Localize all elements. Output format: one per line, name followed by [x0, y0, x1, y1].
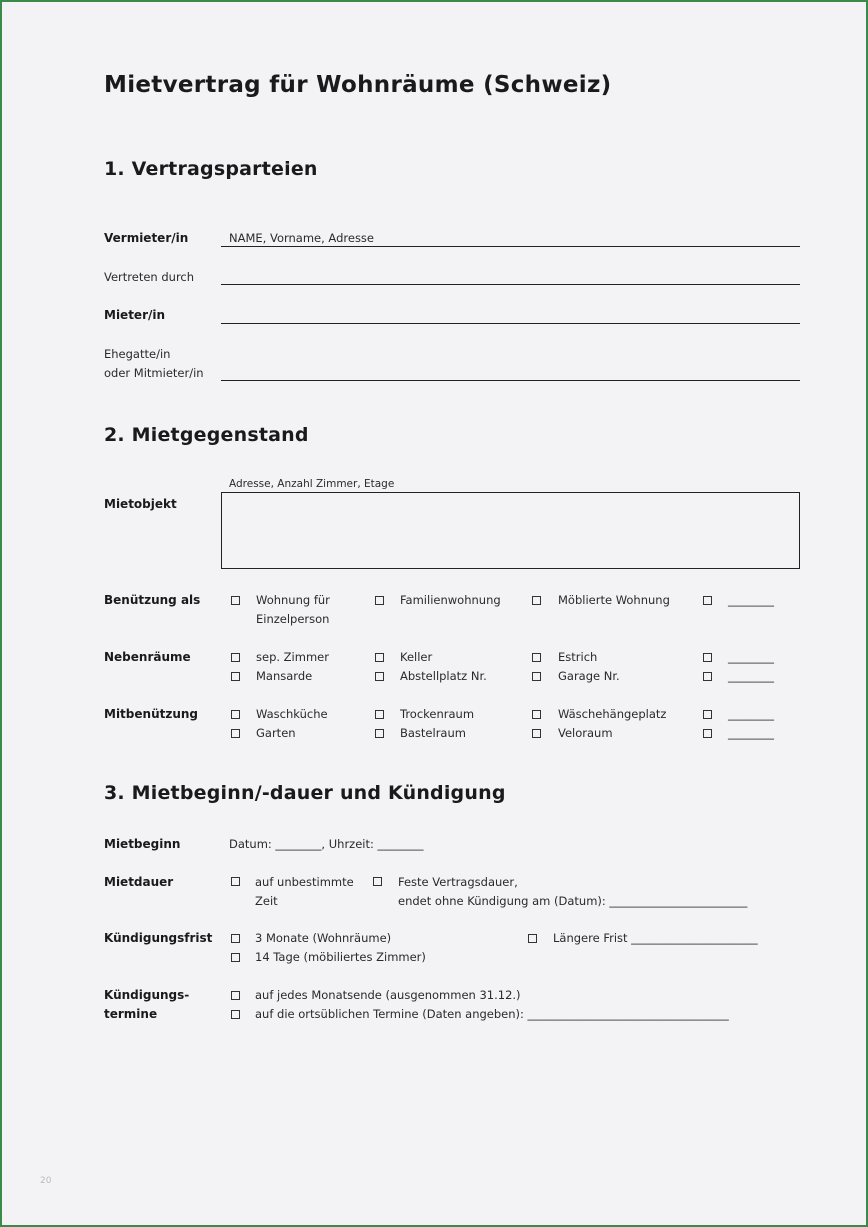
checkbox-mitbenutzung-other-1[interactable] — [703, 710, 712, 719]
option-feste-vertragsdauer-line2[interactable]: endet ohne Kündigung am (Datum): ________________________ — [398, 894, 748, 908]
section-3-heading: 3. Mietbeginn/-dauer und Kündigung — [104, 782, 506, 804]
mitbenutzung-label: Mitbenützung — [104, 707, 199, 721]
option-unbestimmte-zeit-line2: Zeit — [255, 894, 278, 908]
nebenraume-label: Nebenräume — [104, 650, 191, 664]
mietbeginn-field[interactable]: Datum: ________, Uhrzeit: ________ — [229, 837, 424, 851]
mietobjekt-field[interactable] — [221, 492, 800, 569]
option-3-monate: 3 Monate (Wohnräume) — [255, 931, 392, 945]
checkbox-familienwohnung[interactable] — [375, 596, 384, 605]
option-waschkueche: Waschküche — [256, 707, 328, 721]
checkbox-keller[interactable] — [375, 653, 384, 662]
option-nebenraum-other-1[interactable]: ________ — [728, 650, 774, 664]
mieter-field[interactable] — [221, 323, 800, 324]
option-garage: Garage Nr. — [558, 669, 620, 683]
vermieter-line — [221, 246, 800, 247]
vermieter-field[interactable]: NAME, Vorname, Adresse — [229, 231, 375, 245]
checkbox-abstellplatz[interactable] — [375, 672, 384, 681]
checkbox-benutzung-other[interactable] — [703, 596, 712, 605]
option-estrich: Estrich — [558, 650, 598, 664]
option-trockenraum: Trockenraum — [400, 707, 475, 721]
option-bastelraum: Bastelraum — [400, 726, 466, 740]
option-waeschehaengeplatz: Wäschehängeplatz — [558, 707, 667, 721]
vermieter-label: Vermieter/in — [104, 231, 189, 245]
option-laengere-frist[interactable]: Längere Frist ______________________ — [553, 931, 758, 945]
mietobjekt-label: Mietobjekt — [104, 497, 177, 511]
kuendigungstermine-label-1: Kündigungs- — [104, 988, 190, 1002]
option-mitbenutzung-other-2[interactable]: ________ — [728, 726, 774, 740]
checkbox-laengere-frist[interactable] — [528, 934, 537, 943]
kuendigungsfrist-label: Kündigungsfrist — [104, 931, 213, 945]
checkbox-unbestimmte-zeit[interactable] — [231, 877, 240, 886]
checkbox-veloraum[interactable] — [532, 729, 541, 738]
kuendigungstermine-label-2: termine — [104, 1007, 158, 1021]
checkbox-bastelraum[interactable] — [375, 729, 384, 738]
ehegatte-label-1: Ehegatte/in — [104, 347, 171, 361]
option-einzelperson-line1: Wohnung für — [256, 593, 330, 607]
benutzung-label: Benützung als — [104, 593, 201, 607]
checkbox-3-monate[interactable] — [231, 934, 240, 943]
checkbox-feste-vertragsdauer[interactable] — [373, 877, 382, 886]
option-14-tage: 14 Tage (möbiliertes Zimmer) — [255, 950, 426, 964]
option-ortsuebliche-termine[interactable]: auf die ortsüblichen Termine (Daten angeben): ___________________________________ — [255, 1007, 729, 1021]
checkbox-nebenraum-other-2[interactable] — [703, 672, 712, 681]
document-title: Mietvertrag für Wohnräume (Schweiz) — [104, 72, 612, 98]
option-mitbenutzung-other-1[interactable]: ________ — [728, 707, 774, 721]
mietdauer-label: Mietdauer — [104, 875, 174, 889]
checkbox-mansarde[interactable] — [231, 672, 240, 681]
option-benutzung-other[interactable]: ________ — [728, 593, 774, 607]
checkbox-moeblierte-wohnung[interactable] — [532, 596, 541, 605]
checkbox-14-tage[interactable] — [231, 953, 240, 962]
option-sep-zimmer: sep. Zimmer — [256, 650, 329, 664]
option-veloraum: Veloraum — [558, 726, 613, 740]
vertreten-label: Vertreten durch — [104, 270, 195, 284]
option-abstellplatz: Abstellplatz Nr. — [400, 669, 487, 683]
checkbox-trockenraum[interactable] — [375, 710, 384, 719]
checkbox-ortsuebliche-termine[interactable] — [231, 1010, 240, 1019]
option-garten: Garten — [256, 726, 296, 740]
option-mansarde: Mansarde — [256, 669, 313, 683]
checkbox-mitbenutzung-other-2[interactable] — [703, 729, 712, 738]
checkbox-garage[interactable] — [532, 672, 541, 681]
option-moeblierte-wohnung: Möblierte Wohnung — [558, 593, 670, 607]
ehegatte-label-2: oder Mitmieter/in — [104, 366, 204, 380]
ehegatte-field[interactable] — [221, 380, 800, 381]
checkbox-estrich[interactable] — [532, 653, 541, 662]
option-feste-vertragsdauer-line1: Feste Vertragsdauer, — [398, 875, 518, 889]
option-familienwohnung: Familienwohnung — [400, 593, 501, 607]
checkbox-sep-zimmer[interactable] — [231, 653, 240, 662]
page-number: 20 — [40, 1176, 52, 1186]
section-1-heading: 1. Vertragsparteien — [104, 158, 318, 180]
mietobjekt-hint: Adresse, Anzahl Zimmer, Etage — [229, 478, 395, 490]
mietbeginn-label: Mietbeginn — [104, 837, 181, 851]
checkbox-waschkueche[interactable] — [231, 710, 240, 719]
option-einzelperson-line2: Einzelperson — [256, 612, 330, 626]
option-unbestimmte-zeit-line1: auf unbestimmte — [255, 875, 354, 889]
vertreten-field[interactable] — [221, 284, 800, 285]
option-keller: Keller — [400, 650, 433, 664]
checkbox-monatsende[interactable] — [231, 991, 240, 1000]
checkbox-einzelperson[interactable] — [231, 596, 240, 605]
mieter-label: Mieter/in — [104, 308, 166, 322]
section-2-heading: 2. Mietgegenstand — [104, 424, 309, 446]
checkbox-waeschehaengeplatz[interactable] — [532, 710, 541, 719]
checkbox-garten[interactable] — [231, 729, 240, 738]
checkbox-nebenraum-other-1[interactable] — [703, 653, 712, 662]
option-nebenraum-other-2[interactable]: ________ — [728, 669, 774, 683]
option-monatsende: auf jedes Monatsende (ausgenommen 31.12.) — [255, 988, 521, 1002]
